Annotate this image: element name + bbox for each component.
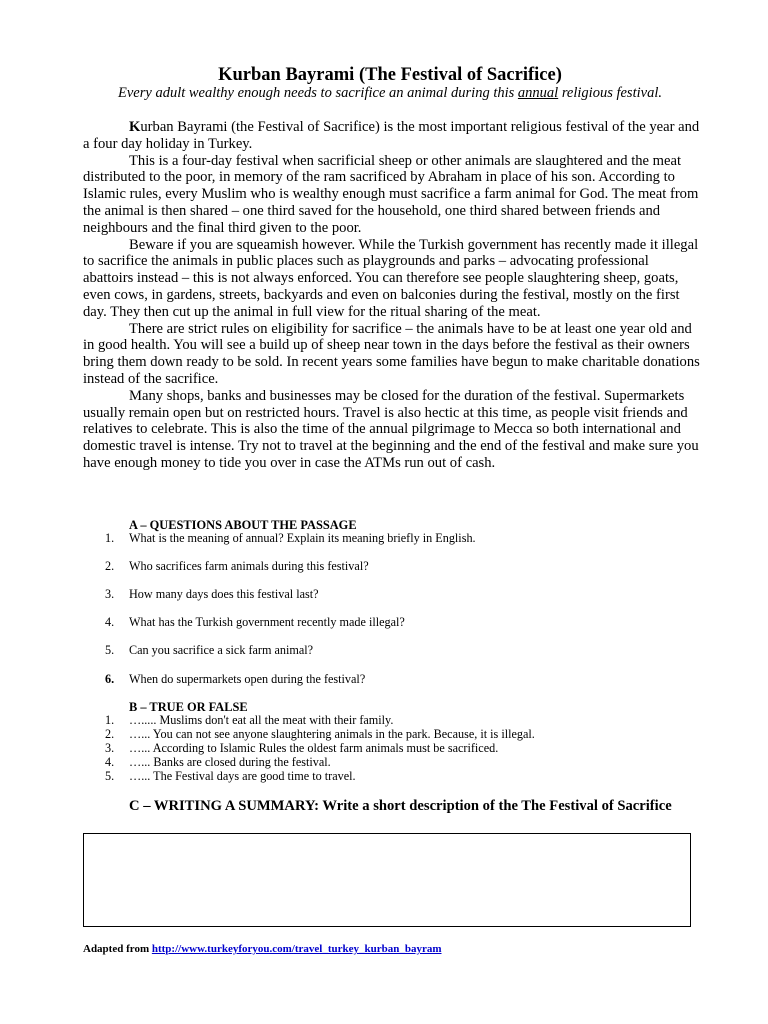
section-a-heading: A – QUESTIONS ABOUT THE PASSAGE: [129, 518, 357, 532]
paragraph-1-text: urban Bayrami (the Festival of Sacrifice) is the most important religious festival of the year and a four day holiday in Turkey.: [83, 119, 700, 152]
summary-writing-box[interactable]: [83, 833, 691, 927]
question-text: Can you sacrifice a sick farm animal?: [129, 643, 314, 657]
section-b-heading: B – TRUE OR FALSE: [129, 700, 248, 714]
question-item: [83, 671, 683, 687]
drop-letter: K: [129, 119, 141, 135]
statement-number: 2.: [105, 727, 115, 741]
true-false-item: [83, 769, 683, 783]
question-item: [83, 558, 683, 574]
question-number: 5.: [105, 643, 115, 657]
statement-text: …... Banks are closed during the festival.: [129, 755, 331, 769]
statement-text: …... The Festival days are good time to travel.: [129, 769, 356, 783]
question-number: 1.: [105, 531, 115, 545]
question-text: What is the meaning of annual? Explain its meaning briefly in English.: [129, 531, 476, 545]
statement-number: 1.: [105, 713, 115, 727]
statement-text: …... According to Islamic Rules the oldest farm animals must be sacrificed.: [129, 741, 499, 755]
subtitle-text-end: religious festival.: [558, 85, 662, 101]
passage-paragraph-1: [83, 119, 701, 153]
true-false-item: [83, 713, 683, 727]
true-false-item: [83, 755, 683, 769]
question-text: Who sacrifices farm animals during this festival?: [129, 559, 369, 573]
statement-number: 4.: [105, 755, 115, 769]
question-number: 3.: [105, 587, 115, 601]
question-text: What has the Turkish government recently made illegal?: [129, 615, 405, 629]
statement-text: …..... Muslims don't eat all the meat with their family.: [129, 713, 394, 727]
question-number: 6.: [105, 672, 115, 686]
section-c-heading: C – WRITING A SUMMARY: Write a short description of the The Festival of Sacrifice: [129, 798, 672, 814]
question-item: [83, 530, 683, 546]
statement-number: 3.: [105, 741, 115, 755]
subtitle-underlined-word: annual: [517, 85, 559, 101]
true-false-item: [83, 741, 683, 755]
question-item: [83, 642, 683, 658]
passage: [83, 119, 701, 472]
source-link[interactable]: http://www.turkeyforyou.com/travel_turkey_kurban_bayram: [151, 943, 442, 955]
question-item: [83, 586, 683, 602]
true-false-item: [83, 727, 683, 741]
question-number: 4.: [105, 615, 115, 629]
question-number: 2.: [105, 559, 115, 573]
question-item: [83, 614, 683, 630]
document-subtitle: [0, 84, 768, 102]
question-text: When do supermarkets open during the festival?: [129, 672, 366, 686]
statement-number: 5.: [105, 769, 115, 783]
passage-paragraph-3: Beware if you are squeamish however. While the Turkish government has recently made it illegal to sacrifice the animals in public places such as playgrounds and parks – advocating professional abattoirs instead – this is not always enforced. You can therefore see people slaughtering sheep, goats, even cows, in gardens, streets, backyards and even on balconies during the festival, mostly on the first day. They then cut up the animal in full view for the ritual sharing of the meat.: [83, 236, 699, 320]
footer-prefix: Adapted from: [83, 943, 152, 955]
document-title: Kurban Bayrami (The Festival of Sacrifice): [218, 65, 562, 85]
passage-paragraph-5: Many shops, banks and businesses may be closed for the duration of the festival. Supermarkets usually remain open but on restricted hours. Travel is also hectic at this time, as people visit friends and relatives to celebrate. This is also the time of the annual pilgrimage to Mecca so both international and domestic travel is intense. Try not to travel at the beginning and the end of the festival and make sure you have enough money to tide you over in case the ATMs run out of cash.: [83, 387, 699, 471]
question-text: How many days does this festival last?: [129, 587, 319, 601]
source-footer: [83, 943, 442, 955]
subtitle-text-start: Every adult wealthy enough needs to sacrifice an animal during this: [118, 85, 518, 101]
passage-paragraph-4: There are strict rules on eligibility for sacrifice – the animals have to be at least one year old and in good health. You will see a build up of sheep near town in the days before the festival as their owners bring them down ready to be sold. In recent years some families have begun to make charitable donations instead of the sacrifice.: [83, 320, 700, 387]
passage-paragraph-2: This is a four-day festival when sacrificial sheep or other animals are slaughtered and the meat distributed to the poor, in memory of the ram sacrificed by Abraham in place of his son. According to Islamic rules, every Muslim who is wealthy enough must sacrifice a farm animal for God. The meat from the animal is then shared – one third saved for the household, one third shared between friends and neighbours and the final third given to the poor.: [83, 152, 699, 236]
statement-text: …... You can not see anyone slaughtering animals in the park. Because, it is illegal.: [129, 727, 535, 741]
